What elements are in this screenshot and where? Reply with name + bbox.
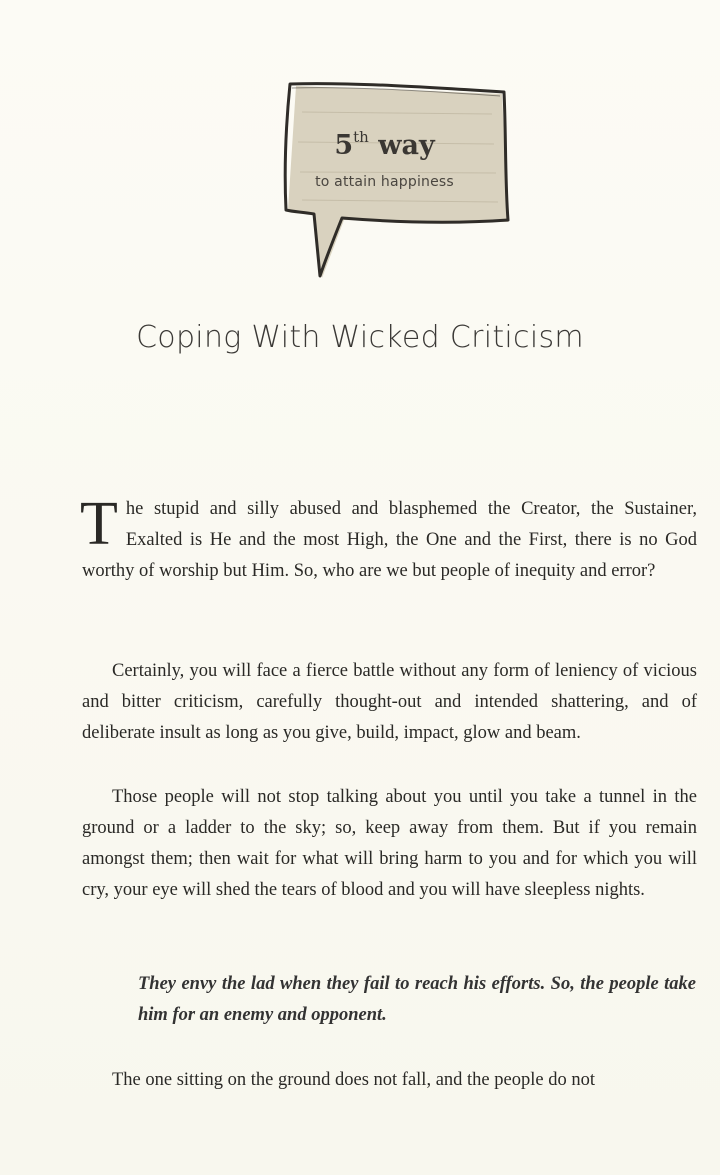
way-number: 5 <box>334 130 354 161</box>
way-suffix: th <box>353 128 369 146</box>
chapter-title: Coping With Wicked Criticism <box>136 320 584 355</box>
way-heading <box>262 128 507 161</box>
poetry-quote: They envy the lad when they fail to reach his efforts. So, the people take him for an enemy and opponent. <box>138 974 696 1025</box>
drop-cap: T <box>80 490 118 558</box>
paragraph-1 <box>80 490 697 587</box>
paragraph-2: Certainly, you will face a fierce battle without any form of leniency of vicious and bitter criticism, carefully thought-out and intended shattering, and of deliberate insult as long as you give, build, impact, glow and beam. <box>82 661 697 743</box>
speech-bubble <box>262 72 522 302</box>
paragraph-1-text: he stupid and silly abused and blasphemed the Creator, the Sustainer, Exalted is He and the most High, the One and the First, there is no God worthy of worship but Him. So, who are we but people of inequity and error? <box>82 499 697 581</box>
way-subtitle: to attain happiness <box>315 174 454 190</box>
paragraph-5: The one sitting on the ground does not fall, and the people do not <box>112 1070 595 1090</box>
way-word: way <box>378 130 435 161</box>
paragraph-3: Those people will not stop talking about you until you take a tunnel in the ground or a ladder to the sky; so, keep away from them. But if you remain amongst them; then wait for what will bring harm to you and for which you will cry, your eye will shed the tears of blood and you will have sleepless nights. <box>82 787 697 900</box>
